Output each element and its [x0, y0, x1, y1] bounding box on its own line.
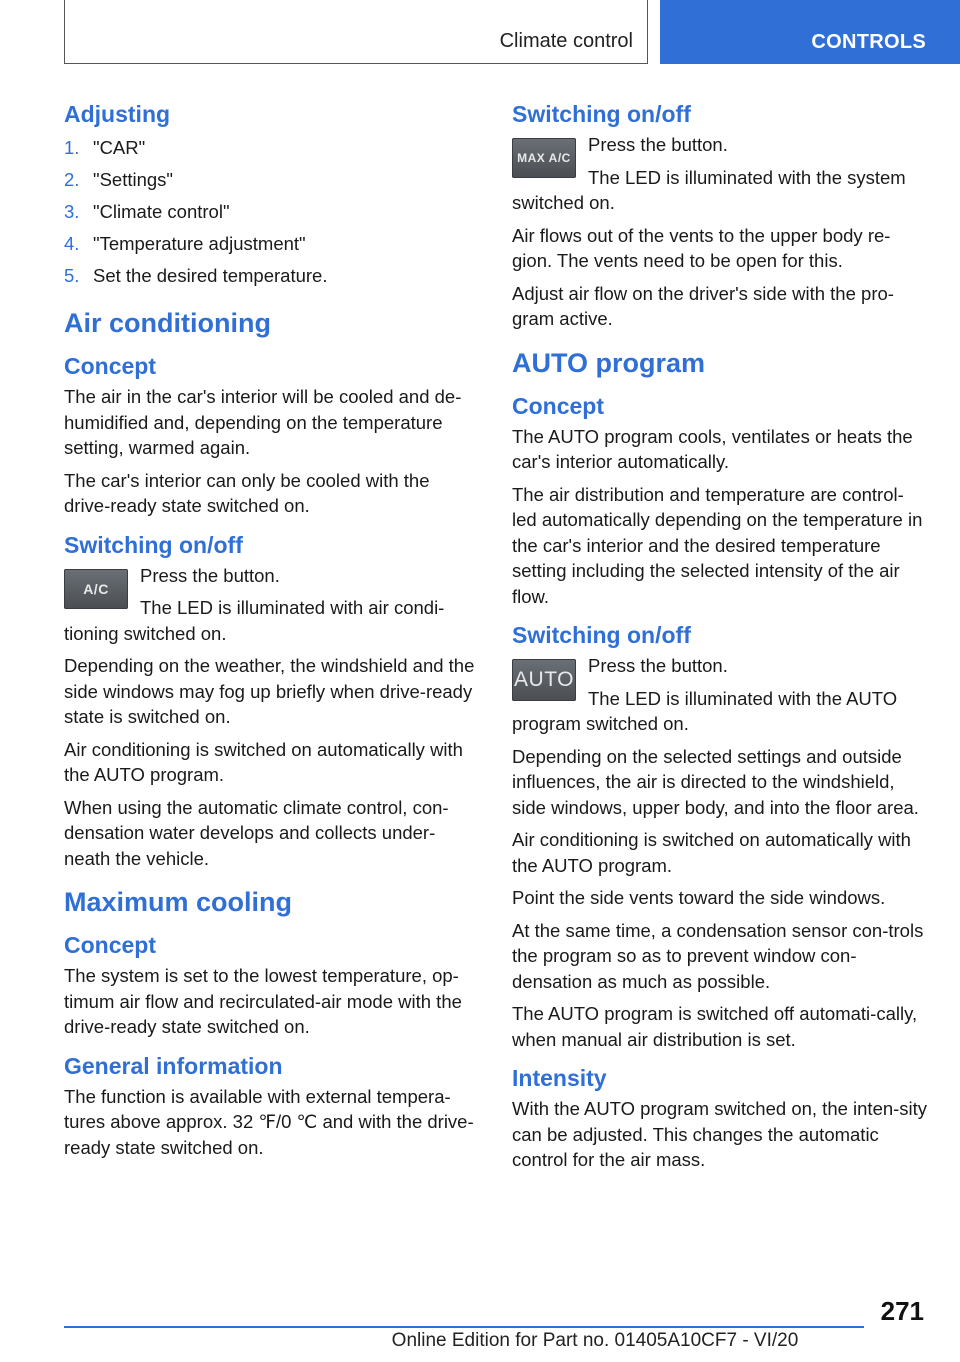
page-number: 271	[880, 1296, 924, 1326]
auto-program-heading: AUTO program	[512, 347, 706, 378]
paragraph: When using the automatic climate control, con-densation water develops and collects under-neath the vehicle.	[64, 796, 449, 869]
max-switch-heading: Switching on/off	[512, 101, 691, 127]
list-item: 4. "Temperature adjustment"	[64, 233, 306, 254]
paragraph: Air flows out of the vents to the upper body re-gion. The vents need to be open for this.	[512, 224, 891, 271]
header-chapter-title: CONTROLS	[811, 31, 926, 53]
footer	[0, 1330, 960, 1352]
list-item: 1. "CAR"	[64, 137, 146, 158]
paragraph: The LED is illuminated with air condi-tioning switched on.	[64, 597, 445, 644]
ac-heading: Air conditioning	[64, 308, 271, 338]
adjusting-heading: Adjusting	[64, 101, 171, 127]
paragraph: Depending on the weather, the windshield and the side windows may fog up briefly when drive-ready state is switched on.	[64, 655, 475, 727]
paragraph: At the same time, a condensation sensor con-trols the program so as to prevent window con-densation as much as possible.	[512, 919, 924, 992]
footer-divider	[64, 1326, 864, 1328]
paragraph: Air conditioning is switched on automatically with the AUTO program.	[64, 738, 463, 785]
header-section-title: Climate control	[499, 30, 633, 52]
ac-switch-heading: Switching on/off	[64, 531, 243, 558]
paragraph: Air conditioning is switched on automatically with the AUTO program.	[512, 829, 911, 876]
auto-concept-heading: Concept	[512, 392, 604, 419]
list-item: 2. "Settings"	[64, 169, 173, 190]
paragraph: The car's interior can only be cooled with the drive-ready state switched on.	[64, 469, 430, 516]
paragraph: The LED is illuminated with the AUTO program switched on.	[512, 687, 898, 734]
auto-switch-heading: Switching on/off	[512, 622, 691, 648]
left-column	[64, 100, 480, 1167]
paragraph: The air distribution and temperature are control-led automatically depending on the temperature in the car's interior and the desired temperature setting including the selected intensity of the air flow.	[512, 483, 923, 607]
paragraph: Point the side vents toward the side windows.	[512, 887, 886, 908]
paragraph: Press the button.	[588, 134, 728, 155]
max-concept-heading: Concept	[64, 932, 156, 958]
intensity-heading: Intensity	[512, 1065, 607, 1091]
paragraph: The function is available with external tempera-tures above approx. 32 ℉/0 ℃ and with the drive-ready state switched on.	[64, 1085, 474, 1158]
paragraph: Press the button.	[140, 564, 280, 586]
paragraph: Press the button.	[588, 655, 728, 676]
footer-edition: Online Edition for Part no. 01405A10CF7 - VI/20	[391, 1330, 799, 1351]
right-column	[512, 100, 928, 1180]
paragraph: Adjust air flow on the driver's side with the pro-gram active.	[512, 282, 894, 329]
list-item: 5. Set the desired temperature.	[64, 265, 328, 286]
paragraph: The AUTO program is switched off automati-cally, when manual air distribution is set.	[512, 1003, 918, 1050]
max-cooling-heading: Maximum cooling	[64, 887, 293, 917]
max-ac-button-block	[512, 132, 928, 223]
general-info-heading: General information	[64, 1052, 283, 1079]
ac-button-icon: A/C	[64, 569, 128, 609]
auto-button-block	[512, 653, 928, 744]
max-ac-button-icon: MAX A/C	[512, 138, 576, 178]
list-item: 3. "Climate control"	[64, 201, 230, 222]
paragraph: The LED is illuminated with the system switched on.	[512, 166, 906, 213]
paragraph: The AUTO program cools, ventilates or heats the car's interior automatically.	[512, 425, 913, 472]
paragraph: The air in the car's interior will be cooled and de-humidified and, depending on the temperature setting, warmed again.	[64, 386, 462, 458]
paragraph: The system is set to the lowest temperature, op-timum air flow and recirculated-air mode with the drive-ready state switched on.	[64, 965, 462, 1037]
adjusting-steps	[64, 132, 480, 292]
paragraph: Depending on the selected settings and outside influences, the air is directed to the windshield, side windows, upper body, and into the floor area.	[512, 745, 919, 818]
header-chapter-tab	[660, 0, 960, 64]
ac-button-block	[64, 563, 480, 654]
paragraph: With the AUTO program switched on, the inten-sity can be adjusted. This changes the automatic control for the air mass.	[512, 1098, 928, 1170]
header-section-box	[64, 0, 648, 64]
auto-button-icon: AUTO	[512, 659, 576, 701]
ac-concept-heading: Concept	[64, 353, 156, 379]
